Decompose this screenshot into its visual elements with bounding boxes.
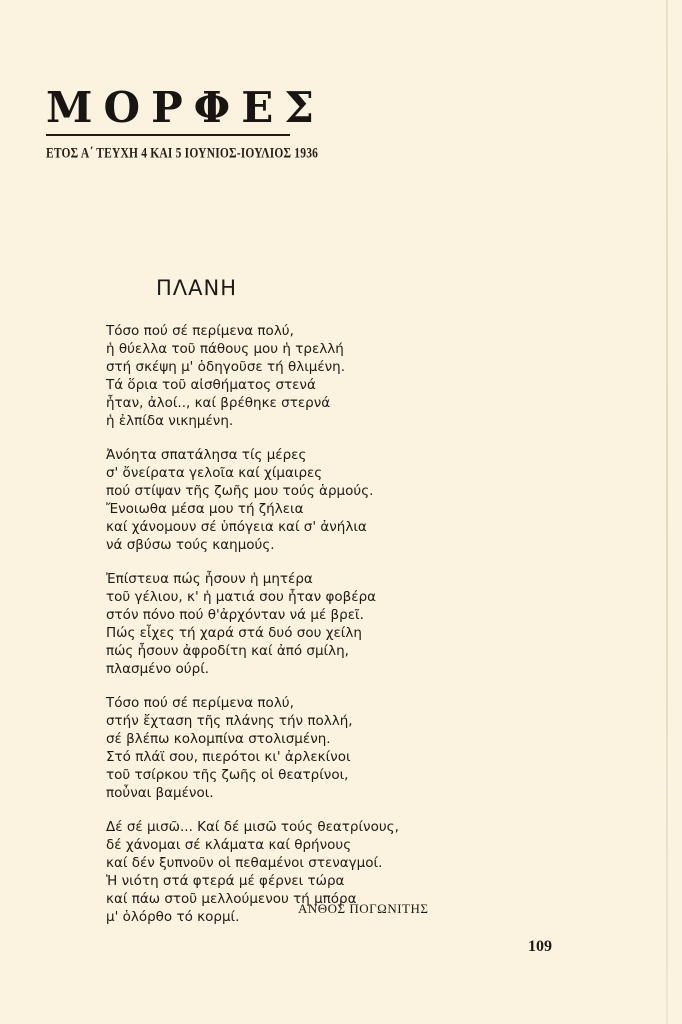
poem-line: δέ χάνομαι σέ κλάματα καί θρήνους: [106, 837, 352, 853]
page-number: 109: [528, 938, 552, 955]
poem-line: Δέ σέ μισῶ... Καί δέ μισῶ τούς θεατρίνους,: [106, 819, 399, 835]
stanza: [106, 694, 506, 802]
poem-line: Τά ὅρια τοῦ αἰσθήματος στενά: [106, 377, 316, 393]
poem-line: Στό πλάϊ σου, πιερότοι κι' ἀρλεκίνοι: [106, 749, 351, 765]
masthead: [46, 83, 325, 161]
poem-line: στόν πόνο πού θ'ἀρχόνταν νά μέ βρεῖ.: [106, 607, 364, 623]
poem-line: ἡ θύελλα τοῦ πάθους μου ἡ τρελλή: [106, 341, 344, 357]
poem-line: νά σβύσω τούς καημούς.: [106, 537, 275, 553]
stanza: [106, 570, 506, 678]
poem-line: σέ βλέπω κολομπίνα στολισμένη.: [106, 731, 331, 747]
stanza: [106, 446, 506, 554]
poem-line: Ἔνοιωθα μέσα μου τή ζήλεια: [106, 501, 304, 517]
poem-title: ΠΛΑΝΗ: [156, 276, 238, 300]
poem-body: [106, 322, 506, 942]
poem-line: Τόσο πού σέ περίμενα πολύ,: [106, 695, 294, 711]
poem-line: Ἡ νιότη στά φτερά μέ φέρνει τώρα: [106, 873, 345, 889]
stanza: [106, 322, 506, 430]
poem-line: ποὖναι βαμένοι.: [106, 785, 214, 801]
poem-line: Πώς εἶχες τή χαρά στά δυό σου χείλη: [106, 625, 362, 641]
poem-line: καί χάνομουν σέ ὑπόγεια καί σ' ἀνήλια: [106, 519, 367, 535]
poem-line: τοῦ τσίρκου τῆς ζωῆς οἱ θεατρίνοι,: [106, 767, 349, 783]
poem-line: πού στίψαν τῆς ζωῆς μου τούς ἁρμούς.: [106, 483, 374, 499]
poem-author: ΑΝΘΟΣ ΠΟΓΩΝΙΤΗΣ: [298, 901, 429, 916]
issue-line: ΕΤΟΣ Α΄ ΤΕΥΧΗ 4 ΚΑΙ 5 ΙΟΥΝΙΟΣ-ΙΟΥΛΙΟΣ 1936: [46, 146, 319, 161]
title-rule: [46, 134, 290, 136]
journal-title: ΜΟΡΦΕΣ: [46, 83, 325, 132]
poem-line: καί πάω στοῦ μελλούμενου τή μπόρα: [106, 891, 357, 907]
poem-line: πλασμένο ούρί.: [106, 661, 210, 677]
poem-line: Τόσο πού σέ περίμενα πολύ,: [106, 323, 294, 339]
poem-line: ἡ ἐλπίδα νικημένη.: [106, 413, 234, 429]
poem-line: ἦταν, ἀλοί.., καί βρέθηκε στερνά: [106, 395, 331, 411]
poem-line: Ἀνόητα σπατάλησα τίς μέρες: [106, 447, 307, 463]
poem-line: Ἐπίστευα πώς ἦσουν ἡ μητέρα: [106, 571, 313, 587]
poem-line: σ' ὄνείρατα γελοῖα καί χίμαιρες: [106, 465, 323, 481]
poem-line: στήν ἔχταση τῆς πλάνης τήν πολλή,: [106, 713, 353, 729]
poem-line: στή σκέψη μ' ὁδηγοῦσε τή θλιμένη.: [106, 359, 346, 375]
poem-line: καί δέν ξυπνοῦν οἱ πεθαμένοι στεναγμοί.: [106, 855, 383, 871]
poem-line: τοῦ γέλιου, κ' ἡ ματιά σου ἦταν φοβέρα: [106, 589, 377, 605]
poem-line: πώς ἦσουν ἀφροδίτη καί ἀπό σμίλη,: [106, 643, 349, 659]
poem-line: μ' ὁλόρθο τό κορμί.: [106, 909, 240, 925]
page-edge: [666, 0, 668, 1024]
